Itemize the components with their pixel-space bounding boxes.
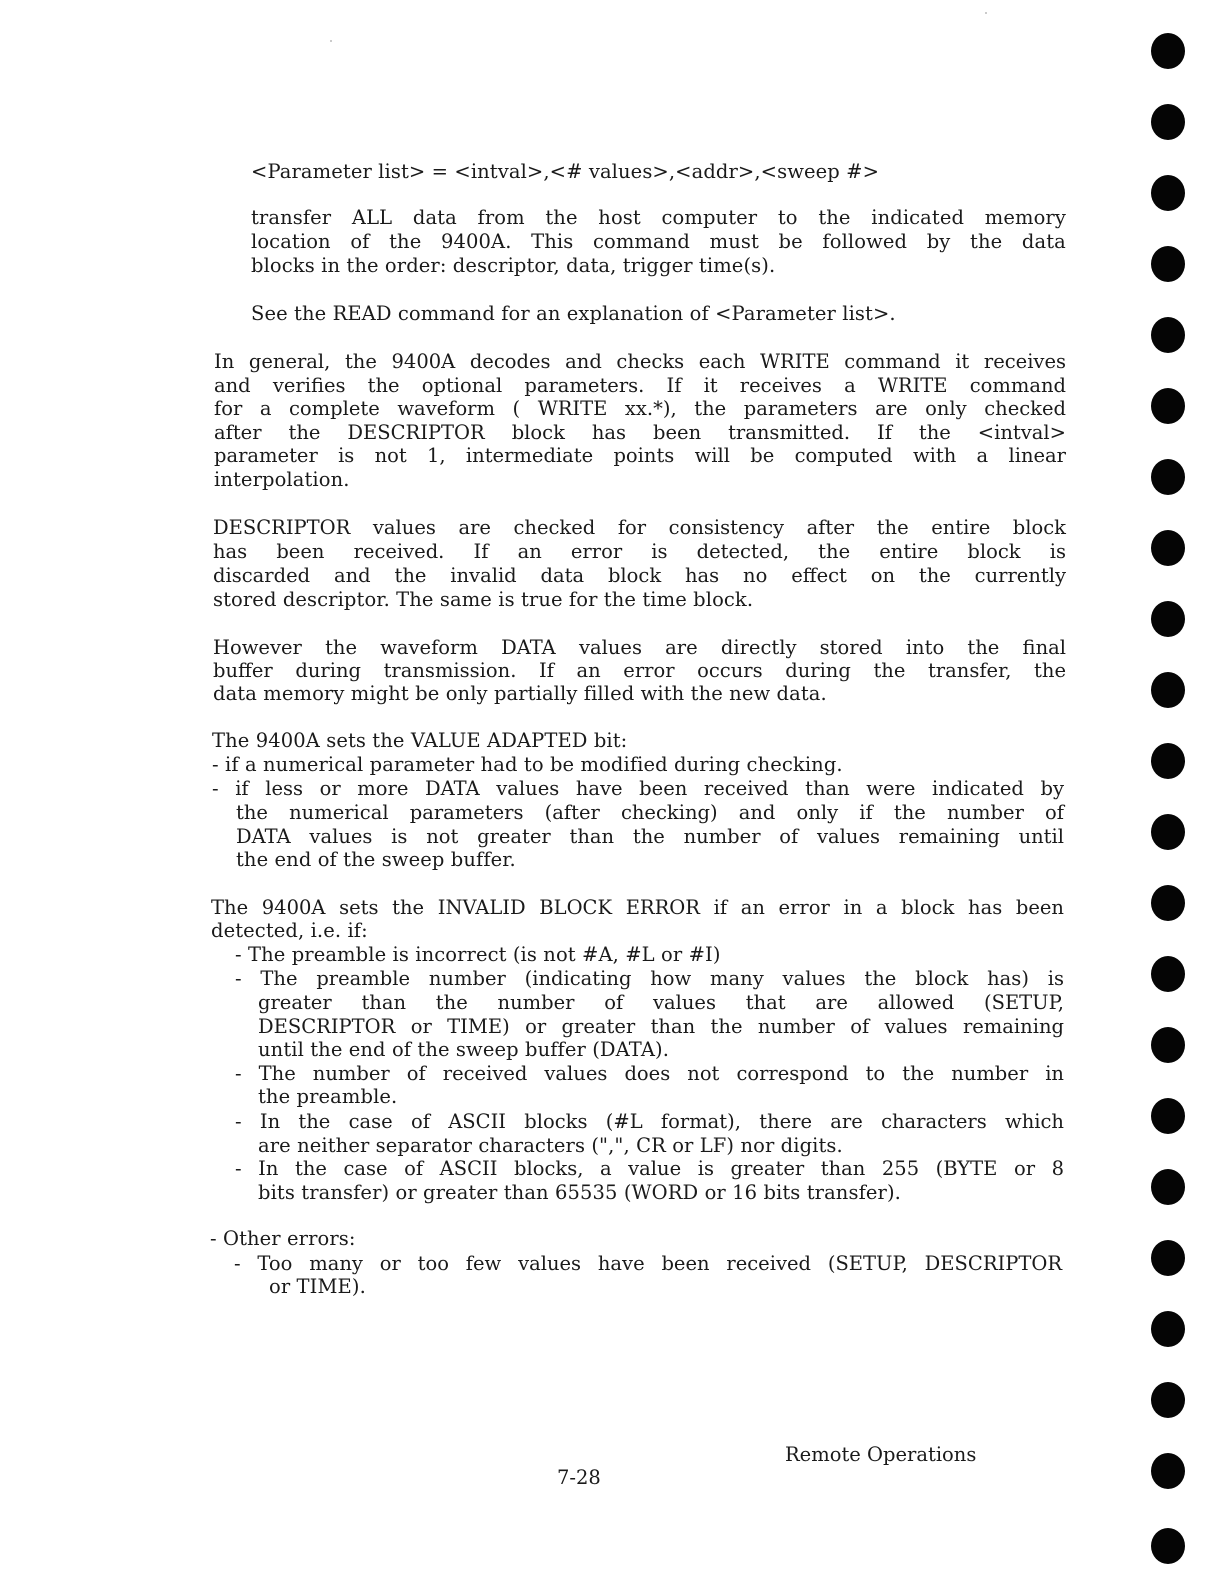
- punch-hole-22: [1151, 1528, 1185, 1564]
- invalid-block-item-3: greater than the number of values that are allowed (SETUP,: [258, 991, 1064, 1014]
- invalid-block-item-11: bits transfer) or greater than 65535 (WORD or 16 bits transfer).: [258, 1181, 901, 1204]
- descriptor-line-2: has been received. If an error is detected, the entire block is: [213, 540, 1066, 563]
- general-line-1: In general, the 9400A decodes and checks each WRITE command it receives: [214, 350, 1066, 373]
- punch-hole-9: [1151, 601, 1185, 637]
- word: to: [777, 206, 798, 229]
- punch-hole-4: [1151, 246, 1185, 282]
- value-adapted-item-4: DATA values is not greater than the number of values remaining until: [236, 825, 1064, 848]
- value-adapted-item-1: - if a numerical parameter had to be modified during checking.: [212, 753, 843, 776]
- other-errors-heading: - Other errors:: [210, 1227, 356, 1250]
- word: data: [1021, 230, 1066, 253]
- punch-hole-17: [1151, 1169, 1185, 1205]
- general-line-2: and verifies the optional parameters. If it receives a WRITE command: [214, 374, 1066, 397]
- however-line-3: data memory might be only partially filled with the new data.: [213, 682, 827, 705]
- value-adapted-item-2: - if less or more DATA values have been received than were indicated by: [212, 777, 1064, 800]
- word: followed: [822, 230, 908, 253]
- scan-speck: [985, 12, 987, 14]
- invalid-block-heading-1: The 9400A sets the INVALID BLOCK ERROR if an error in a block has been: [211, 896, 1064, 919]
- intro-line-2: [251, 230, 1066, 254]
- word: data: [412, 206, 457, 229]
- punch-hole-20: [1151, 1382, 1185, 1418]
- value-adapted-heading: The 9400A sets the VALUE ADAPTED bit:: [212, 729, 628, 752]
- word: must: [709, 230, 759, 253]
- invalid-block-heading-2: detected, i.e. if:: [211, 919, 368, 942]
- word: transfer: [251, 206, 332, 229]
- word: host: [598, 206, 641, 229]
- word: the: [818, 206, 851, 229]
- word: command: [592, 230, 690, 253]
- however-line-1: However the waveform DATA values are directly stored into the final: [213, 636, 1066, 659]
- general-line-3: for a complete waveform ( WRITE xx.*), the parameters are only checked: [214, 397, 1066, 420]
- invalid-block-item-10: - In the case of ASCII blocks, a value is greater than 255 (BYTE or 8: [235, 1157, 1064, 1180]
- word: location: [251, 230, 331, 253]
- general-line-5: parameter is not 1, intermediate points will be computed with a linear: [214, 444, 1066, 467]
- word: from: [477, 206, 525, 229]
- see-read-line: See the READ command for an explanation of <Parameter list>.: [251, 302, 896, 325]
- punch-hole-21: [1151, 1453, 1185, 1489]
- word: the: [545, 206, 578, 229]
- scan-speck: [330, 40, 332, 42]
- punch-hole-18: [1151, 1240, 1185, 1276]
- value-adapted-item-3: the numerical parameters (after checking) and only if the number of: [236, 801, 1064, 824]
- parameter-list-line: <Parameter list> = <intval>,<# values>,<addr>,<sweep #>: [251, 160, 880, 183]
- punch-hole-3: [1151, 175, 1185, 211]
- punch-hole-13: [1151, 885, 1185, 921]
- punch-hole-14: [1151, 956, 1185, 992]
- word: computer: [661, 206, 758, 229]
- invalid-block-item-7: the preamble.: [258, 1085, 398, 1108]
- word: of: [350, 230, 370, 253]
- punch-hole-19: [1151, 1311, 1185, 1347]
- invalid-block-item-5: until the end of the sweep buffer (DATA).: [258, 1038, 670, 1061]
- invalid-block-item-1: - The preamble is incorrect (is not #A, #L or #I): [235, 943, 721, 966]
- intro-line-1: [251, 206, 1066, 230]
- invalid-block-item-8: - In the case of ASCII blocks (#L format), there are characters which: [235, 1110, 1064, 1133]
- punch-hole-1: [1151, 33, 1185, 69]
- word: memory: [984, 206, 1066, 229]
- word: This: [531, 230, 574, 253]
- word: be: [778, 230, 803, 253]
- however-line-2: buffer during transmission. If an error occurs during the transfer, the: [213, 659, 1066, 682]
- punch-hole-16: [1151, 1098, 1185, 1134]
- invalid-block-item-6: - The number of received values does not correspond to the number in: [235, 1062, 1064, 1085]
- invalid-block-item-9: are neither separator characters (",", CR or LF) nor digits.: [258, 1134, 843, 1157]
- word: the: [970, 230, 1003, 253]
- other-errors-item-2: or TIME).: [269, 1275, 366, 1298]
- general-line-6: interpolation.: [214, 468, 350, 491]
- punch-hole-6: [1151, 388, 1185, 424]
- punch-hole-11: [1151, 743, 1185, 779]
- intro-line-3: blocks in the order: descriptor, data, trigger time(s).: [251, 254, 776, 277]
- descriptor-line-3: discarded and the invalid data block has no effect on the currently: [213, 564, 1066, 587]
- value-adapted-item-5: the end of the sweep buffer.: [236, 848, 516, 871]
- word: indicated: [871, 206, 965, 229]
- other-errors-item-1: - Too many or too few values have been received (SETUP, DESCRIPTOR: [234, 1252, 1062, 1275]
- footer-section-title: Remote Operations: [785, 1443, 977, 1466]
- descriptor-line-1: DESCRIPTOR values are checked for consistency after the entire block: [213, 516, 1066, 539]
- word: 9400A.: [441, 230, 512, 253]
- punch-hole-5: [1151, 317, 1185, 353]
- punch-hole-15: [1151, 1027, 1185, 1063]
- page-number: 7-28: [557, 1466, 601, 1489]
- general-line-4: after the DESCRIPTOR block has been transmitted. If the <intval>: [214, 421, 1066, 444]
- punch-hole-2: [1151, 104, 1185, 140]
- punch-hole-8: [1151, 530, 1185, 566]
- punch-hole-12: [1151, 814, 1185, 850]
- word: ALL: [351, 206, 393, 229]
- word: by: [926, 230, 951, 253]
- punch-hole-7: [1151, 459, 1185, 495]
- descriptor-line-4: stored descriptor. The same is true for the time block.: [213, 588, 754, 611]
- invalid-block-item-4: DESCRIPTOR or TIME) or greater than the number of values remaining: [258, 1015, 1064, 1038]
- punch-hole-10: [1151, 672, 1185, 708]
- word: the: [389, 230, 422, 253]
- invalid-block-item-2: - The preamble number (indicating how many values the block has) is: [235, 967, 1064, 990]
